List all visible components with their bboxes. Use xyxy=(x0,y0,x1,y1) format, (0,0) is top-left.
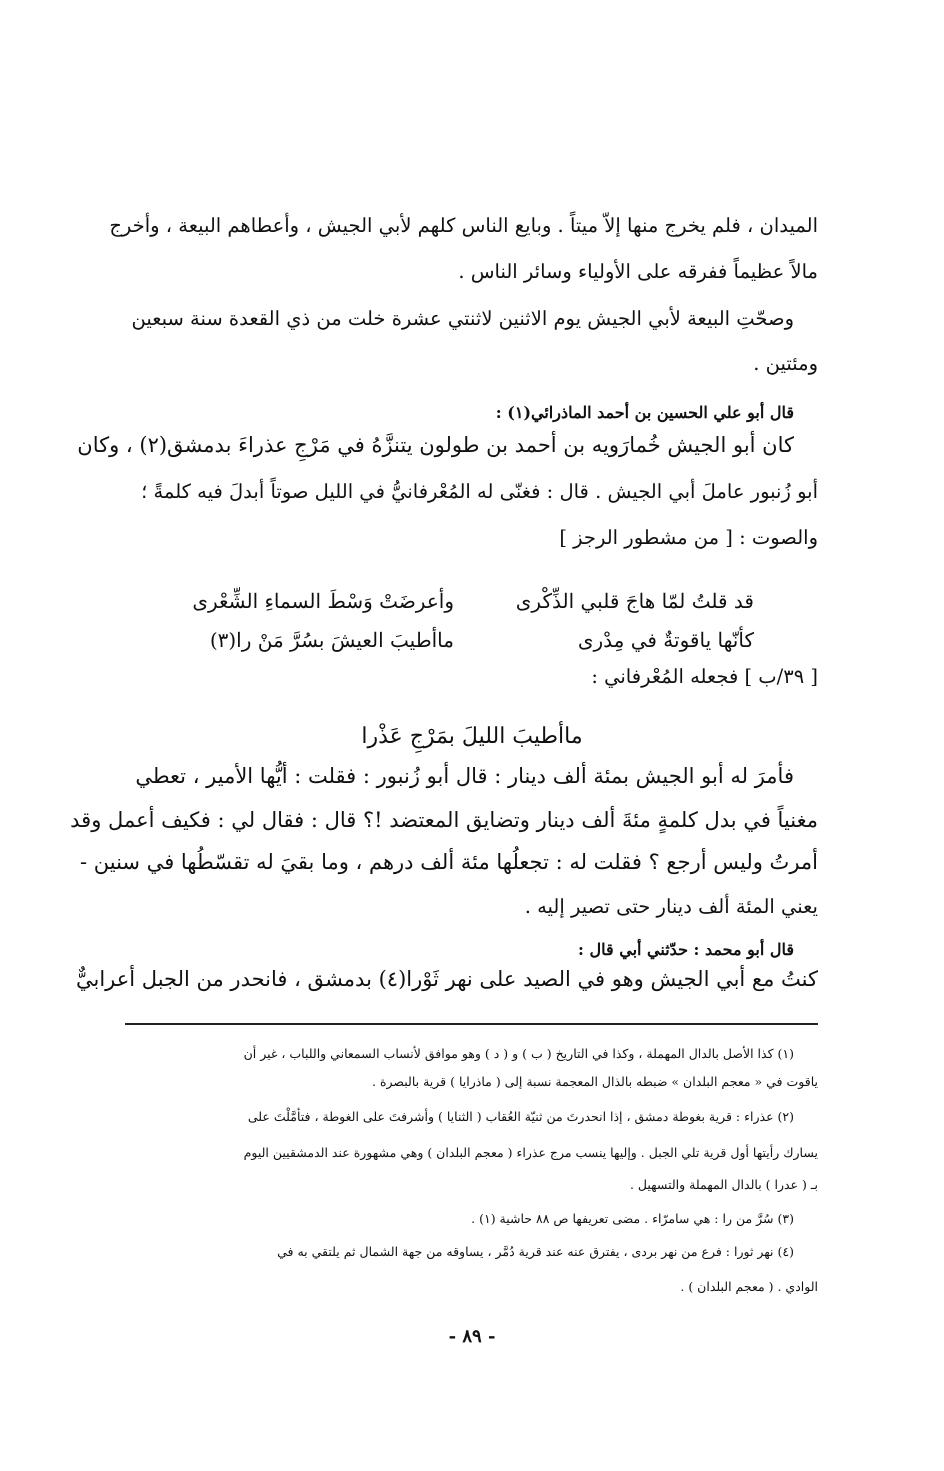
verse-2-first-hemistich: كأنّها ياقوتةٌ في مِدْرى xyxy=(577,628,754,652)
footnote-4-line2: الوادي . ( معجم البلدان ) . xyxy=(680,1279,818,1294)
narrator-heading-1: قال أبو علي الحسين بن أحمد الماذرائي(١) : xyxy=(495,403,794,422)
para4-line3: أمرتُ وليس أرجع ؟ فقلت له : تجعلُها مئة ألف درهم ، وما بقيَ له تقسّطُها في سنين - xyxy=(79,850,818,874)
verse-2-second-hemistich: ماأطيبَ العيشَ بسُرَّ مَنْ را(٣) xyxy=(209,628,454,652)
para3-line1: كان أبو الجيش خُمارَويه بن أحمد بن طولون يتنزَّهُ في مَرْجِ عذراءَ بدمشق(٢) ، وكان xyxy=(77,433,794,457)
para1-line2: مالاً عظيماً ففرقه على الأولياء وسائر الناس . xyxy=(458,260,818,283)
centered-hemistich: ماأطيبَ الليلَ بمَرْجِ عَذْرا xyxy=(361,724,583,749)
footnote-3-line1: (٣) سُرَّ من را : هي سامرّاء . مضى تعريفها ص ٨٨ حاشية (١) . xyxy=(471,1211,794,1226)
footnote-1-line1: (١) كذا الأصل بالدال المهملة ، وكذا في التاريخ ( ب ) و ( د ) وهو موافق لأنساب السمعاني واللباب ، غير أن xyxy=(243,1046,794,1061)
para5-line1: كنتُ مع أبي الجيش وهو في الصيد على نهر ثَوْرا(٤) بدمشق ، فانحدر من الجبل أعرابيٌّ xyxy=(76,967,818,991)
para3-line3: والصوت : [ من مشطور الرجز ] xyxy=(559,526,818,549)
footnote-separator xyxy=(125,1023,818,1025)
footnote-4-line1: (٤) نهر ثورا : فرع من نهر بردى ، يفترق عنه عند قرية دُمَّر ، يساوقه من جهة الشمال ثم يلتقي به في xyxy=(277,1244,794,1259)
verse-1-first-hemistich: قد قلتُ لمّا هاجَ قلبي الذِّكْرى xyxy=(515,589,754,613)
folio-marker-line: [ ٣٩/ب ] فجعله المُعْرفاني : xyxy=(591,665,818,688)
page-number: - ٨٩ - xyxy=(448,1326,496,1347)
footnote-2-line1: (٢) عذراء : قرية بغوطة دمشق ، إذا انحدرتَ من ثنيّة العُقاب ( الثنايا ) وأشرفتَ على الغوطة ، فتأمَّلْتَ على xyxy=(247,1109,794,1124)
narrator-heading-2: قال أبو محمد : حدّثني أبي قال : xyxy=(578,940,794,959)
para4-line2: مغنياً في بدل كلمةٍ مئةَ ألف دينار وتضايق المعتضد !؟ قال : فقال لي : فكيف أعمل وقد xyxy=(70,808,818,832)
para2-line1: وصحّتِ البيعة لأبي الجيش يوم الاثنين لاثنتي عشرة خلت من ذي القعدة سنة سبعين xyxy=(131,307,794,330)
para4-line1: فأمرَ له أبو الجيش بمئة ألف دينار : قال أبو زُنبور : فقلت : أيُّها الأمير ، تعطي xyxy=(135,764,794,788)
para4-line4: يعني المئة ألف دينار حتى تصير إليه . xyxy=(524,895,818,918)
para3-line2: أبو زُنبور عاملَ أبي الجيش . قال : فغنّى له المُعْرفانيُّ في الليل صوتاً أبدلَ فيه كلمةً ؛ xyxy=(141,480,818,503)
footnote-2-line2: يسارك رأيتها أول قرية تلي الجبل . وإليها ينسب مرج عذراء ( معجم البلدان ) وهي مشهورة عند الدمشقيين اليوم xyxy=(243,1145,818,1160)
footnote-1-line2: ياقوت في « معجم البلدان » ضبطه بالذال المعجمة نسبة إلى ( ماذرايا ) قرية بالبصرة . xyxy=(372,1074,818,1089)
verse-1-second-hemistich: وأعرضَتْ وَسْطَ السماءِ الشِّعْرى xyxy=(192,589,454,613)
footnote-2-line3: بـ ( عدرا ) بالدال المهملة والتسهيل . xyxy=(629,1177,818,1192)
para2-line2: ومئتين . xyxy=(753,352,818,375)
para1-line1: الميدان ، فلم يخرج منها إلاّ ميتاً . وبايع الناس كلهم لأبي الجيش ، وأعطاهم البيعة ، وأخرج xyxy=(109,214,818,237)
